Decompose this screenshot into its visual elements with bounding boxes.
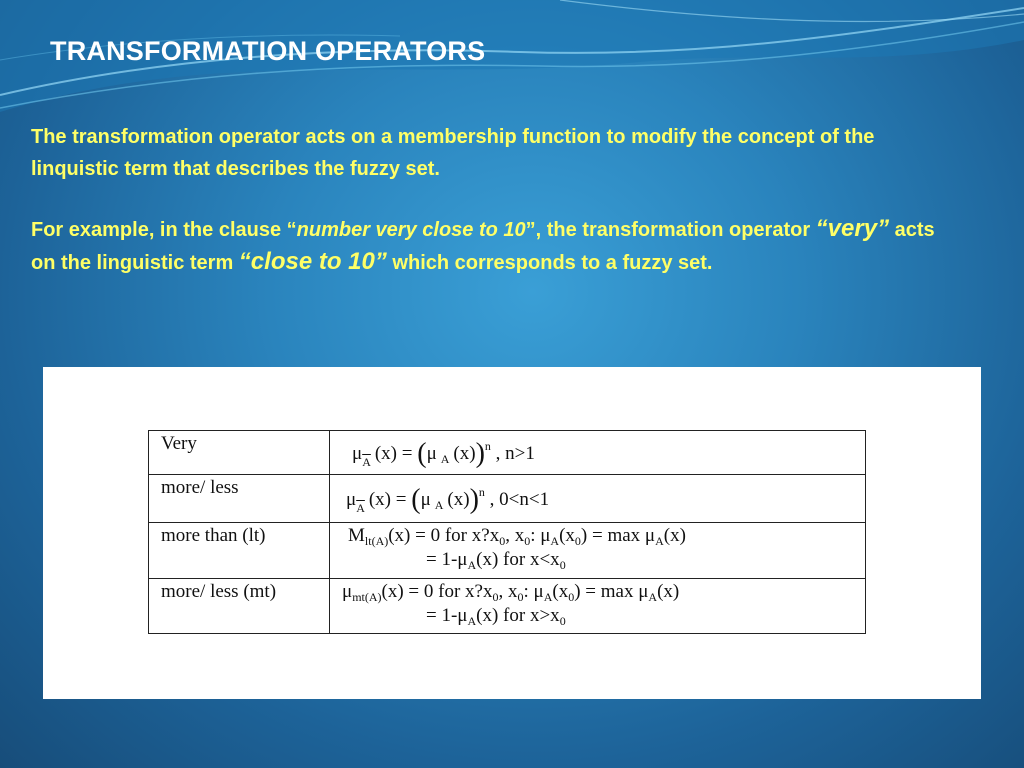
open-quote: “ xyxy=(815,215,828,242)
equals-sign: = xyxy=(395,489,407,510)
formula-line xyxy=(342,581,855,605)
close-quote: ” xyxy=(877,215,890,242)
formula-condition: , 0<n<1 xyxy=(489,489,550,510)
formula-line xyxy=(342,525,855,549)
table-row xyxy=(149,523,866,579)
operator-name: more/ less xyxy=(149,475,330,523)
formula-arg: (x) xyxy=(374,443,398,464)
right-paren: ) xyxy=(475,438,485,469)
example-text-3: acts on the linguistic term xyxy=(31,219,935,274)
example-text-2: ”, the transformation operator xyxy=(525,219,816,241)
example-text-4: which corresponds to a fuzzy set. xyxy=(386,252,713,274)
subscript: 0 xyxy=(524,534,531,548)
formula-text: (x xyxy=(552,581,569,602)
subscript: 0 xyxy=(517,590,524,604)
subscript: 0 xyxy=(574,534,581,548)
subscript: lt(A) xyxy=(364,534,389,548)
mu-symbol: μ xyxy=(346,489,357,510)
table-row xyxy=(149,431,866,475)
subscript-a: A xyxy=(434,498,444,512)
formula-arg: (x) xyxy=(368,489,392,510)
a-tilde: A xyxy=(356,501,365,515)
formula-text: : μ xyxy=(523,581,544,602)
right-paren: ) xyxy=(469,484,479,515)
formula-line xyxy=(342,433,855,470)
subscript: A xyxy=(467,558,477,572)
example-paragraph xyxy=(31,213,961,279)
formula-text: (x) for x>x xyxy=(476,605,560,626)
formula-text: , x xyxy=(498,581,518,602)
formula-text: ) = max μ xyxy=(574,581,649,602)
exponent-n: n xyxy=(478,485,485,499)
formula-condition: , n>1 xyxy=(495,443,535,464)
left-paren: ( xyxy=(417,438,427,469)
table-row xyxy=(149,579,866,634)
operator-very: very xyxy=(827,215,878,242)
operator-name: Very xyxy=(149,431,330,475)
operator-name: more/ less (mt) xyxy=(149,579,330,634)
operators-table xyxy=(148,430,866,634)
formula-line xyxy=(342,477,855,516)
close-quote: ” xyxy=(374,248,387,275)
formula-text: (x) xyxy=(657,581,680,602)
formula-line xyxy=(342,549,855,573)
formula-text: (x) = 0 for x?x xyxy=(388,525,500,546)
formula-text: μ xyxy=(342,581,353,602)
formula-text: (x) = 0 for x?x xyxy=(381,581,493,602)
open-quote: “ xyxy=(238,248,251,275)
equals-sign: = xyxy=(401,443,413,464)
term-close-to-10: close to 10 xyxy=(250,248,375,275)
example-clause: number very close to 10 xyxy=(296,219,526,241)
table-row xyxy=(149,475,866,523)
subscript: 0 xyxy=(492,590,499,604)
formula-arg: (x) xyxy=(453,443,476,464)
operator-formula xyxy=(330,431,866,475)
subscript: 0 xyxy=(568,590,575,604)
mu-symbol: μ xyxy=(420,489,431,510)
formula-line xyxy=(342,605,855,629)
formula-text: = 1-μ xyxy=(426,549,468,570)
subscript: A xyxy=(467,614,477,628)
subscript: A xyxy=(543,590,553,604)
operator-formula xyxy=(330,579,866,634)
left-paren: ( xyxy=(411,484,421,515)
intro-paragraph: The transformation operator acts on a membership function to modify the concept of the linquistic term that describes the fuzzy set. xyxy=(31,126,875,180)
exponent-n: n xyxy=(484,439,491,453)
formula-text: (x xyxy=(559,525,575,546)
subscript: mt(A) xyxy=(352,590,382,604)
slide-title: TRANSFORMATION OPERATORS xyxy=(50,36,486,66)
formula-text: (x) xyxy=(663,525,686,546)
subscript: 0 xyxy=(559,614,566,628)
operator-name: more than (lt) xyxy=(149,523,330,579)
mu-symbol: μ xyxy=(352,443,363,464)
formula-text: , x xyxy=(505,525,525,546)
formula-text: = 1-μ xyxy=(426,605,468,626)
subscript-a: A xyxy=(440,452,450,466)
formula-text: : μ xyxy=(530,525,551,546)
operator-formula xyxy=(330,523,866,579)
subscript: 0 xyxy=(559,558,566,572)
subscript: A xyxy=(655,534,664,548)
operator-formula xyxy=(330,475,866,523)
subscript: A xyxy=(550,534,560,548)
formula-arg: (x) xyxy=(447,489,470,510)
a-tilde: A xyxy=(362,455,371,469)
subscript: 0 xyxy=(499,534,506,548)
formula-text: ) = max μ xyxy=(580,525,656,546)
formula-text: M xyxy=(348,525,365,546)
example-text-1: For example, in the clause “ xyxy=(31,219,297,241)
mu-symbol: μ xyxy=(426,443,437,464)
subscript: A xyxy=(648,590,658,604)
formula-text: (x) for x<x xyxy=(476,549,560,570)
